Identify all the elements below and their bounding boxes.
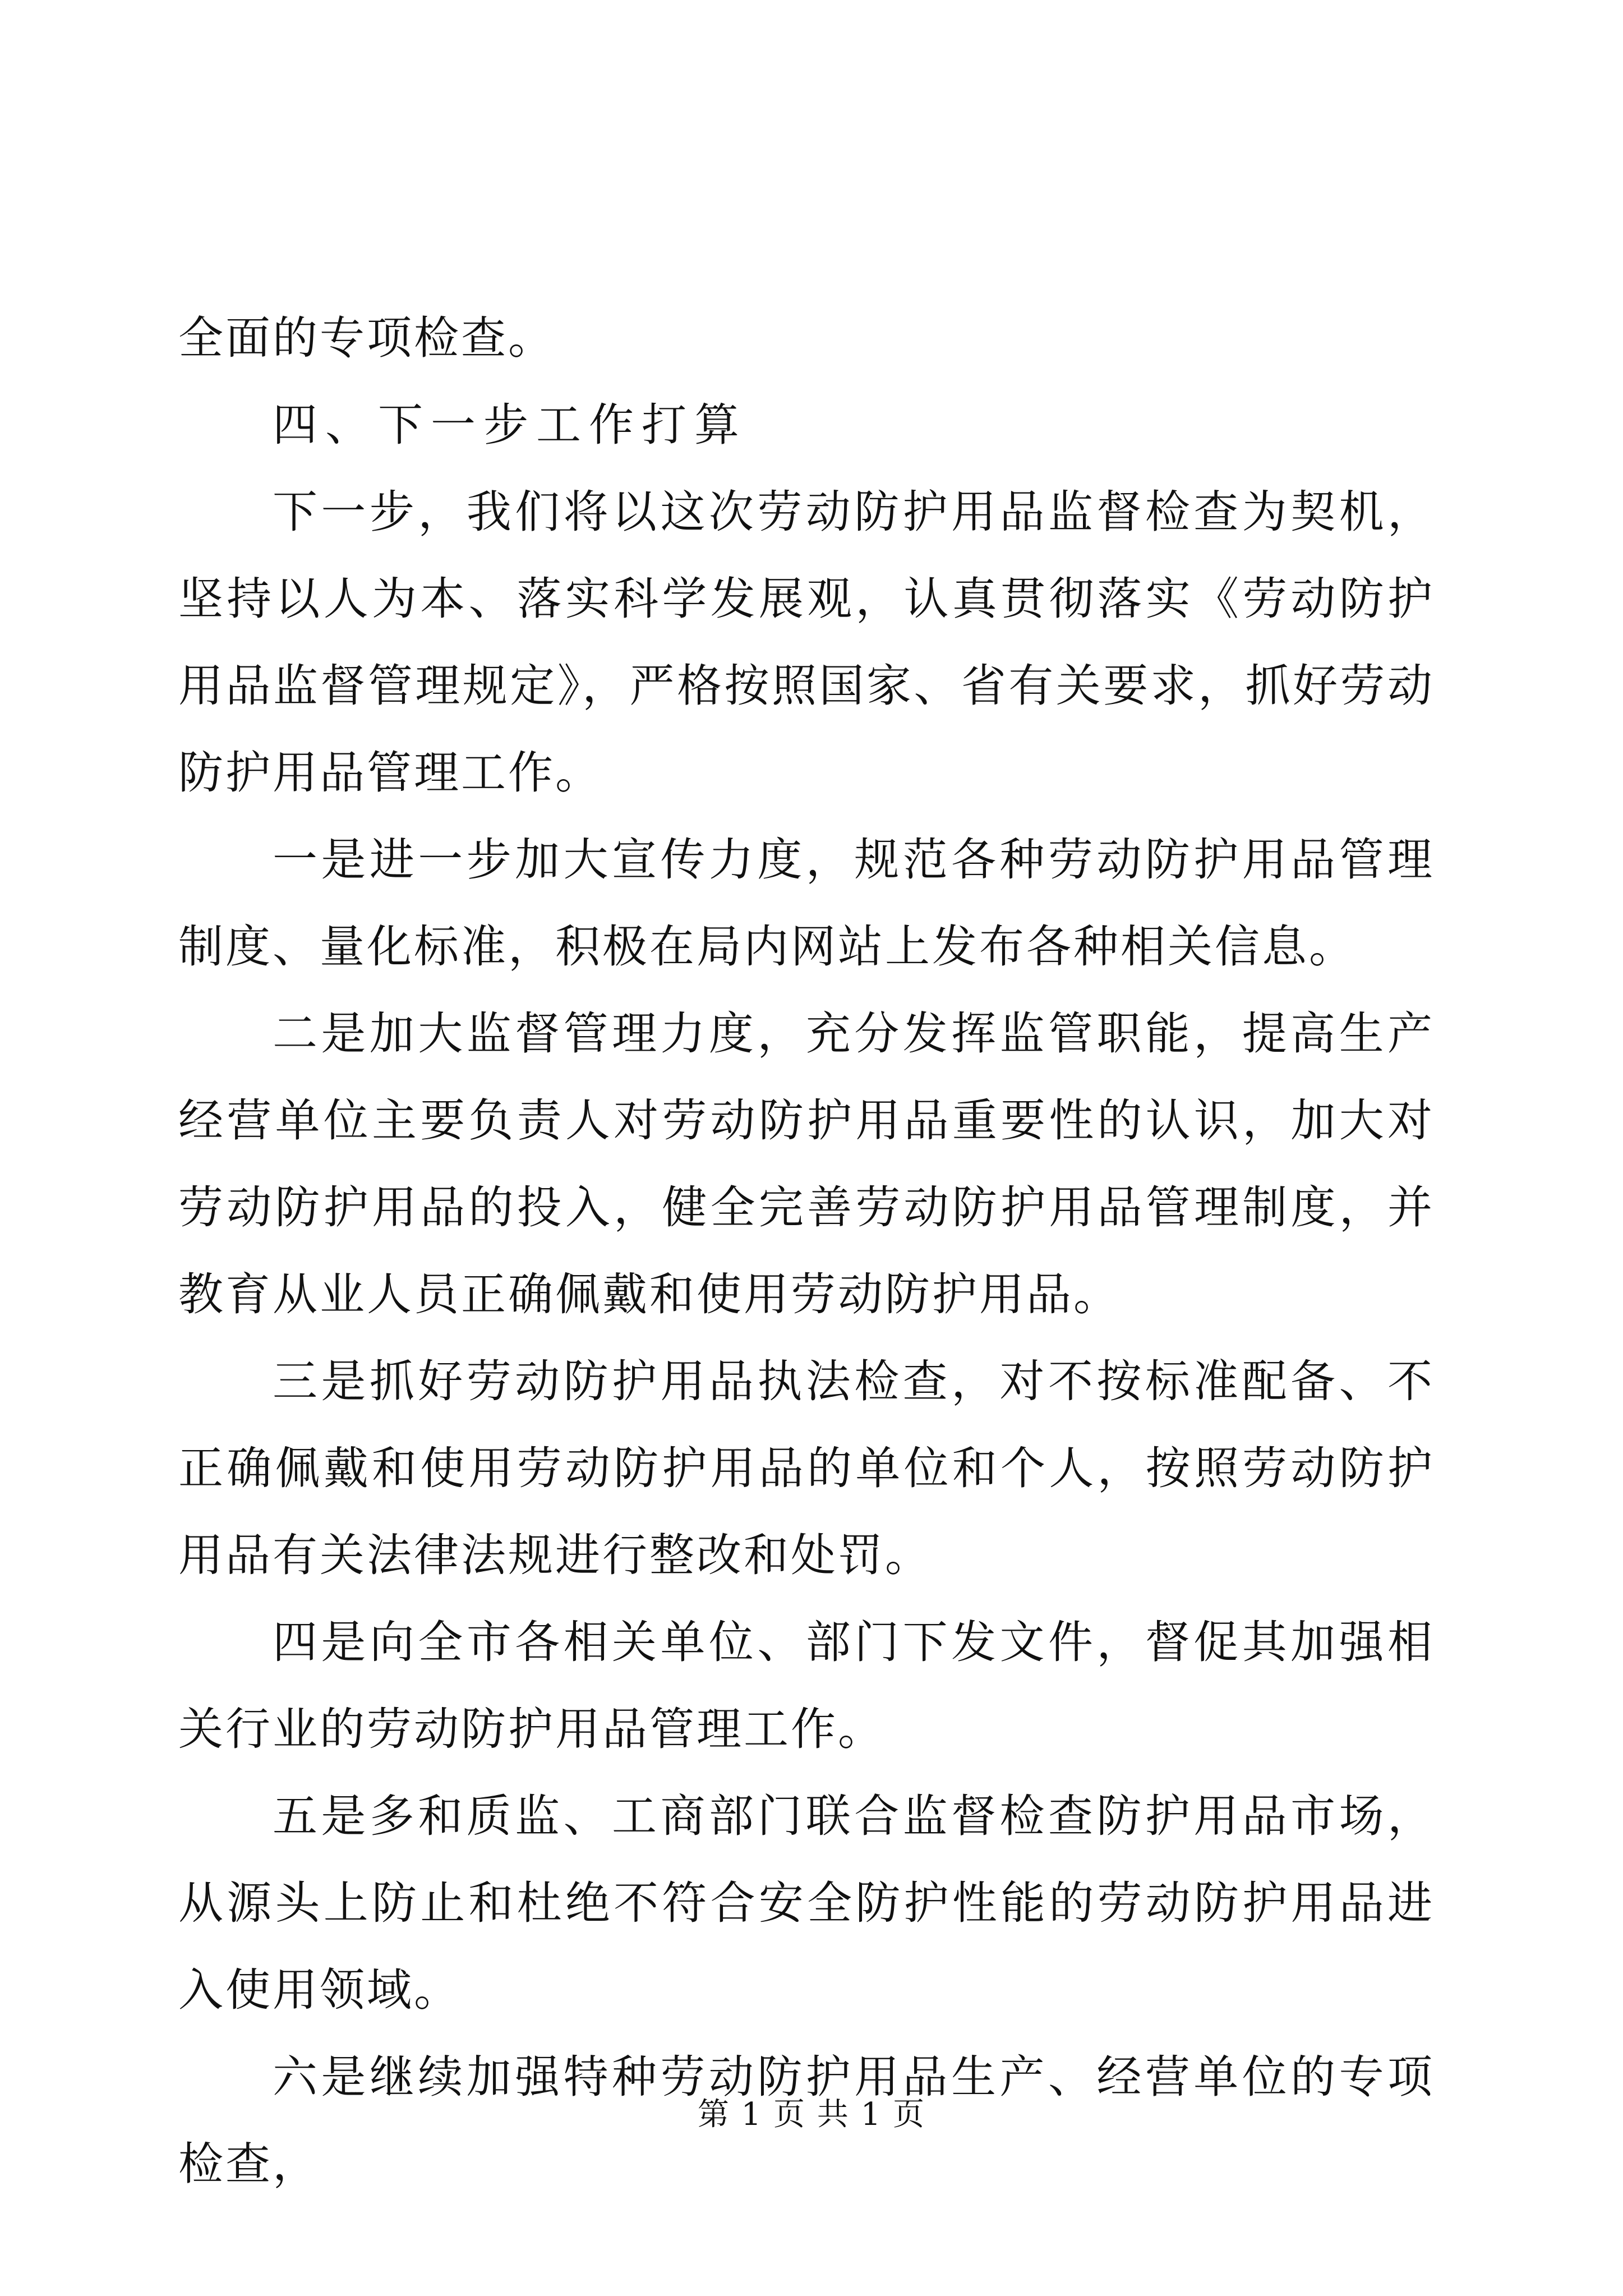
section-heading: 四、下一步工作打算	[273, 399, 747, 451]
paragraph-item-5: 五是多和质监、工商部门联合监督检查防护用品市场，从源头上防止和杜绝不符合安全防护性能的劳动防护用品进入使用领域。	[178, 1790, 1435, 2016]
paragraph-continuation: 全面的专项检查。	[178, 312, 555, 364]
paragraph-item-2: 二是加大监督管理力度，充分发挥监管职能，提高生产经营单位主要负责人对劳动防护用品重要性的认识，加大对劳动防护用品的投入，健全完善劳动防护用品管理制度，并教育从业人员正确佩戴和使用劳动防护用品。	[178, 1007, 1435, 1320]
paragraph-item-3: 三是抓好劳动防护用品执法检查，对不按标准配备、不正确佩戴和使用劳动防护用品的单位和个人，按照劳动防护用品有关法律法规进行整改和处罚。	[178, 1355, 1435, 1581]
paragraph-item-6: 六是继续加强特种劳动防护用品生产、经营单位的专项检查，	[178, 2051, 1435, 2190]
paragraph-next-step: 下一步，我们将以这次劳动防护用品监督检查为契机，坚持以人为本、落实科学发展观，认真贯彻落实《劳动防护用品监督管理规定》，严格按照国家、省有关要求，抓好劳动防护用品管理工作。	[178, 486, 1435, 799]
paragraph-item-1: 一是进一步加大宣传力度，规范各种劳动防护用品管理制度、量化标准，积极在局内网站上发布各种相关信息。	[178, 834, 1435, 973]
document-body	[178, 295, 1435, 2207]
paragraph-item-4: 四是向全市各相关单位、部门下发文件，督促其加强相关行业的劳动防护用品管理工作。	[178, 1616, 1435, 1755]
page-footer: 第 1 页 共 1 页	[697, 2096, 926, 2133]
